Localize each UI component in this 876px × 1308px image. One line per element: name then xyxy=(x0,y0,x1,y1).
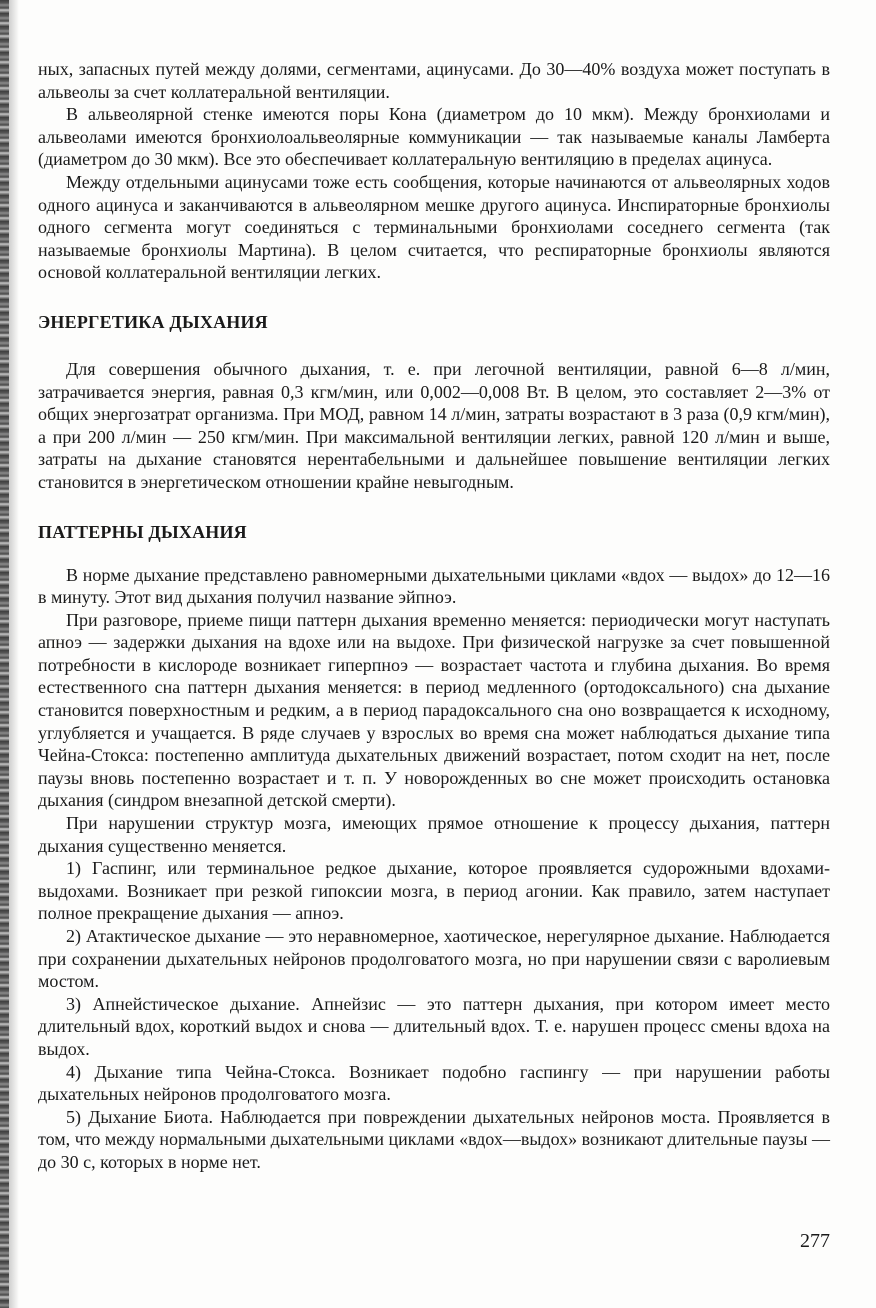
scan-binding-edge xyxy=(0,0,9,1308)
scan-binding-shadow xyxy=(9,0,19,1308)
list-item-cheyne-stokes: 4) Дыхание типа Чейна-Стокса. Возникает подобно гаспингу — при нарушении работы дыхательных нейронов продолговатого мозга. xyxy=(38,1061,830,1105)
section-heading-patterns: ПАТТЕРНЫ ДЫХАНИЯ xyxy=(38,521,247,542)
paragraph-speech-sleep: При разговоре, приеме пищи паттерн дыхания временно меняется: периодически могут наступать апноэ — задержки дыхания на вдохе или на выдохе. При физической нагрузке за счет повышенной потребности в кислороде возникает гиперпноэ — возрастает частота и глубина дыхания. Во время естественного сна паттерн дыхания меняется: в период медленного (ортодоксального) сна дыхание становится поверхностным и редким, а в период парадоксального сна оно возвращается к исходному, углубляется и учащается. В ряде случаев у взрослых во время сна может наблюдаться дыхание типа Чейна-Стокса: постепенно амплитуда дыхательных движений возрастает, потом сходит на нет, после паузы вновь постепенно возрастает и т. п. У новорожденных во сне может происходить остановка дыхания (синдром внезапной детской смерти). xyxy=(38,609,830,811)
list-item-gasping: 1) Гаспинг, или терминальное редкое дыхание, которое проявляется судорожными вдохами-выдохами. Возникает при резкой гипоксии мозга, в период агонии. Как правило, затем наступает полное прекращение дыхания — апноэ. xyxy=(38,858,830,924)
paragraph-interacinar: Между отдельными ацинусами тоже есть сообщения, которые начинаются от альвеолярных ходов одного ацинуса и заканчиваются в альвеолярном мешке другого ацинуса. Инспираторные бронхиолы одного сегмента могут соединяться с терминальными бронхиолами соседнего сегмента (так называемые бронхиолы Мартина). В целом считается, что респираторные бронхиолы являются основой коллатеральной вентиляции легких. xyxy=(38,171,830,283)
paragraph-energy: Для совершения обычного дыхания, т. е. при легочной вентиляции, равной 6—8 л/мин, затрачивается энергия, равная 0,3 кгм/мин, или 0,002—0,008 Вт. В целом, это составляет 2—3% от общих энергозатрат организма. При МОД, равном 14 л/мин, затраты возрастают в 3 раза (0,9 кгм/мин), а при 200 л/мин — 250 кгм/мин. При максимальной вентиляции легких, равной 120 л/мин и выше, затраты на дыхание становятся нерентабельными и дальнейшее повышение вентиляции легких становится в энергетическом отношении крайне невыгодным. xyxy=(38,358,830,492)
paragraph-brain-damage: При нарушении структур мозга, имеющих прямое отношение к процессу дыхания, паттерн дыхания существенно меняется. xyxy=(38,813,830,856)
paragraph-continued: ных, запасных путей между долями, сегментами, ацинусами. До 30—40% воздуха может поступать в альвеолы за счет коллатеральной вентиляции. xyxy=(38,59,830,102)
paragraph-eupnea: В норме дыхание представлено равномерными дыхательными циклами «вдох — выдох» до 12—16 в минуту. Этот вид дыхания получил название эйпноэ. xyxy=(38,564,830,608)
paragraph-kohn-pores: В альвеолярной стенке имеются поры Кона (диаметром до 10 мкм). Между бронхиолами и альвеолами имеются бронхиолоальвеолярные коммуникации — так называемые каналы Ламберта (диаметром до 30 мкм). Все это обеспечивает коллатеральную вентиляцию в пределах ацинуса. xyxy=(38,104,830,170)
list-item-biot: 5) Дыхание Биота. Наблюдается при повреждении дыхательных нейронов моста. Проявляется в том, что между нормальными дыхательными циклами «вдох—выдох» возникают длительные паузы — до 30 с, которых в норме нет. xyxy=(38,1106,830,1172)
list-item-ataxic: 2) Атактическое дыхание — это неравномерное, хаотическое, нерегулярное дыхание. Наблюдается при сохранении дыхательных нейронов продолговатого мозга, но при нарушении связи с варолиевым мостом. xyxy=(38,926,830,992)
list-item-apneustic: 3) Апнейстическое дыхание. Апнейзис — это паттерн дыхания, при котором имеет место длительный вдох, короткий выдох и снова — длительный вдох. Т. е. нарушен процесс смены вдоха на выдох. xyxy=(38,993,830,1059)
page-number: 277 xyxy=(800,1230,830,1252)
section-heading-energy: ЭНЕРГЕТИКА ДЫХАНИЯ xyxy=(38,311,268,332)
page-content xyxy=(38,58,830,1174)
